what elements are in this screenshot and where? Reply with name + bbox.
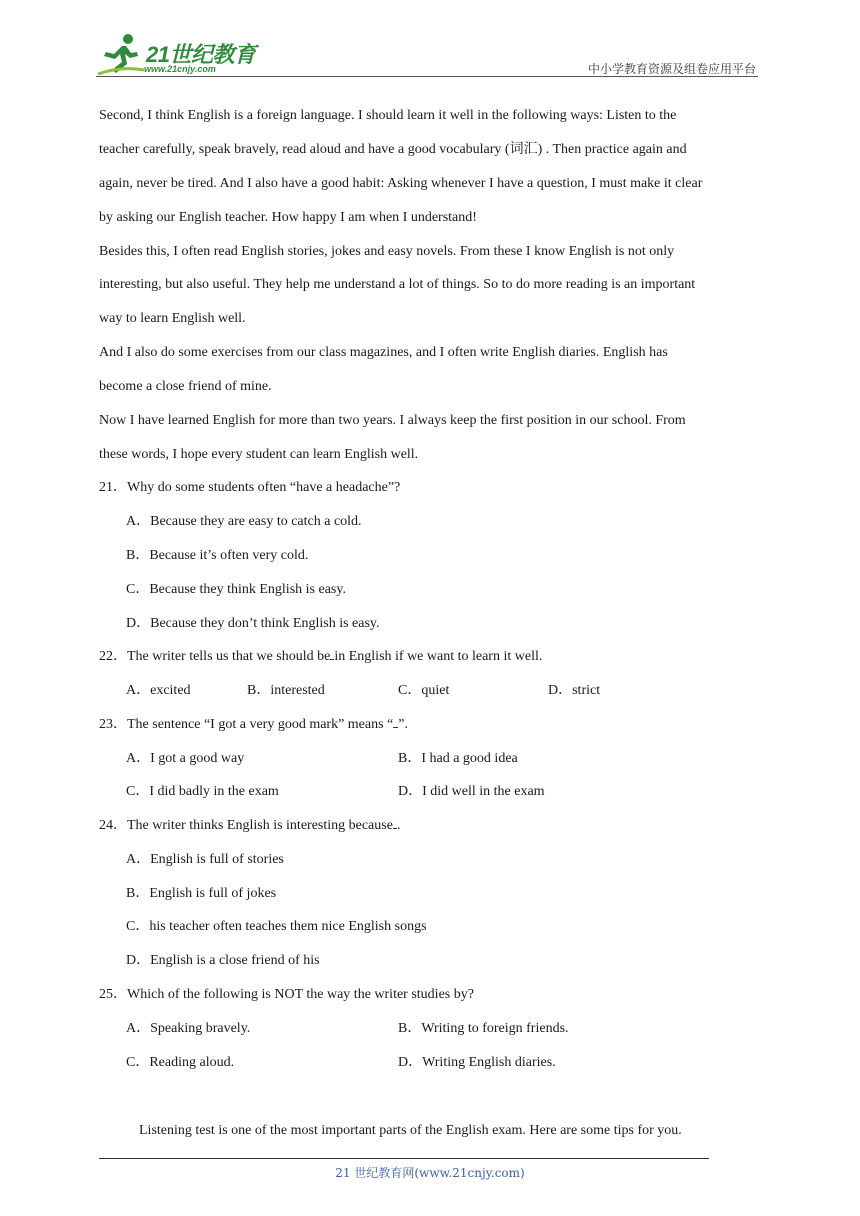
question-23-option-d[interactable]: D．I did well in the exam — [398, 784, 545, 799]
question-22-option-a[interactable]: A．excited — [126, 683, 191, 698]
question-25-option-d[interactable]: D．Writing English diaries. — [398, 1055, 556, 1070]
logo-text: 21世纪教育 — [146, 42, 256, 67]
question-25-option-a[interactable]: A．Speaking bravely. — [126, 1021, 251, 1036]
question-22-option-c[interactable]: C．quiet — [398, 683, 450, 698]
question-22-stem — [99, 648, 542, 666]
question-24-stem-before: 24．The writer thinks English is interesting because — [99, 818, 393, 833]
passage-line: teacher carefully, speak bravely, read aloud and have a good vocabulary (词汇) . Then practice again and — [99, 142, 687, 157]
question-22-option-b[interactable]: B．interested — [247, 683, 325, 698]
passage-line: Now I have learned English for more than two years. I always keep the first position in our school. From — [99, 413, 686, 428]
logo-url: www.21cnjy.com — [144, 64, 216, 74]
question-25-stem: 25．Which of the following is NOT the way the writer studies by? — [99, 987, 474, 1002]
question-22-option-d[interactable]: D．strict — [548, 683, 601, 698]
question-23-option-a[interactable]: A．I got a good way — [126, 751, 245, 766]
question-23-option-c[interactable]: C．I did badly in the exam — [126, 784, 279, 799]
passage-line: these words, I hope every student can learn English well. — [99, 447, 419, 462]
question-24-stem-after: . — [396, 818, 401, 833]
runner-logo-icon — [96, 32, 146, 76]
passage-line: Besides this, I often read English stories, jokes and easy novels. From these I know English is not only — [99, 244, 675, 259]
question-21-option-b[interactable]: B．Because it’s often very cold. — [126, 548, 309, 563]
passage-line: Second, I think English is a foreign language. I should learn it well in the following ways: Listen to the — [99, 108, 677, 123]
passage-line: interesting, but also useful. They help me understand a lot of things. So to do more reading is an important — [99, 277, 696, 292]
question-21-option-c[interactable]: C．Because they think English is easy. — [126, 582, 346, 597]
passage-line: again, never be tired. And I also have a good habit: Asking whenever I have a question, I must make it clear — [99, 176, 703, 191]
page-footer[interactable]: 21 世纪教育网(www.21cnjy.com) — [335, 1166, 525, 1180]
question-22-stem-after: in English if we want to learn it well. — [334, 649, 543, 664]
site-logo — [96, 32, 266, 78]
passage-line: And I also do some exercises from our class magazines, and I often write English diaries. English has — [99, 345, 668, 360]
question-25-option-c[interactable]: C．Reading aloud. — [126, 1055, 235, 1070]
footer-divider — [99, 1158, 709, 1159]
question-23-stem — [99, 716, 408, 734]
question-21-option-d[interactable]: D．Because they don’t think English is easy. — [126, 616, 380, 631]
passage-line: way to learn English well. — [99, 311, 246, 326]
question-23-stem-after: ”. — [398, 717, 408, 732]
header-divider — [96, 76, 758, 77]
question-24-option-c[interactable]: C．his teacher often teaches them nice English songs — [126, 919, 427, 934]
question-21-stem: 21．Why do some students often “have a headache”? — [99, 480, 401, 495]
question-23-option-b[interactable]: B．I had a good idea — [398, 751, 518, 766]
platform-title: 中小学教育资源及组卷应用平台 — [587, 62, 756, 76]
page-header — [96, 32, 760, 78]
question-24-stem — [99, 817, 400, 835]
question-23-stem-before: 23．The sentence “I got a very good mark” means “ — [99, 717, 394, 732]
question-21-option-a[interactable]: A．Because they are easy to catch a cold. — [126, 514, 362, 529]
next-passage-intro: Listening test is one of the most important parts of the English exam. Here are some tips for you. — [139, 1123, 682, 1138]
question-22-stem-before: 22．The writer tells us that we should be — [99, 649, 331, 664]
passage-line: by asking our English teacher. How happy I am when I understand! — [99, 210, 477, 225]
question-24-option-d[interactable]: D．English is a close friend of his — [126, 953, 320, 968]
passage-line: become a close friend of mine. — [99, 379, 272, 394]
question-24-option-b[interactable]: B．English is full of jokes — [126, 886, 277, 901]
question-24-option-a[interactable]: A．English is full of stories — [126, 852, 284, 867]
question-25-option-b[interactable]: B．Writing to foreign friends. — [398, 1021, 569, 1036]
